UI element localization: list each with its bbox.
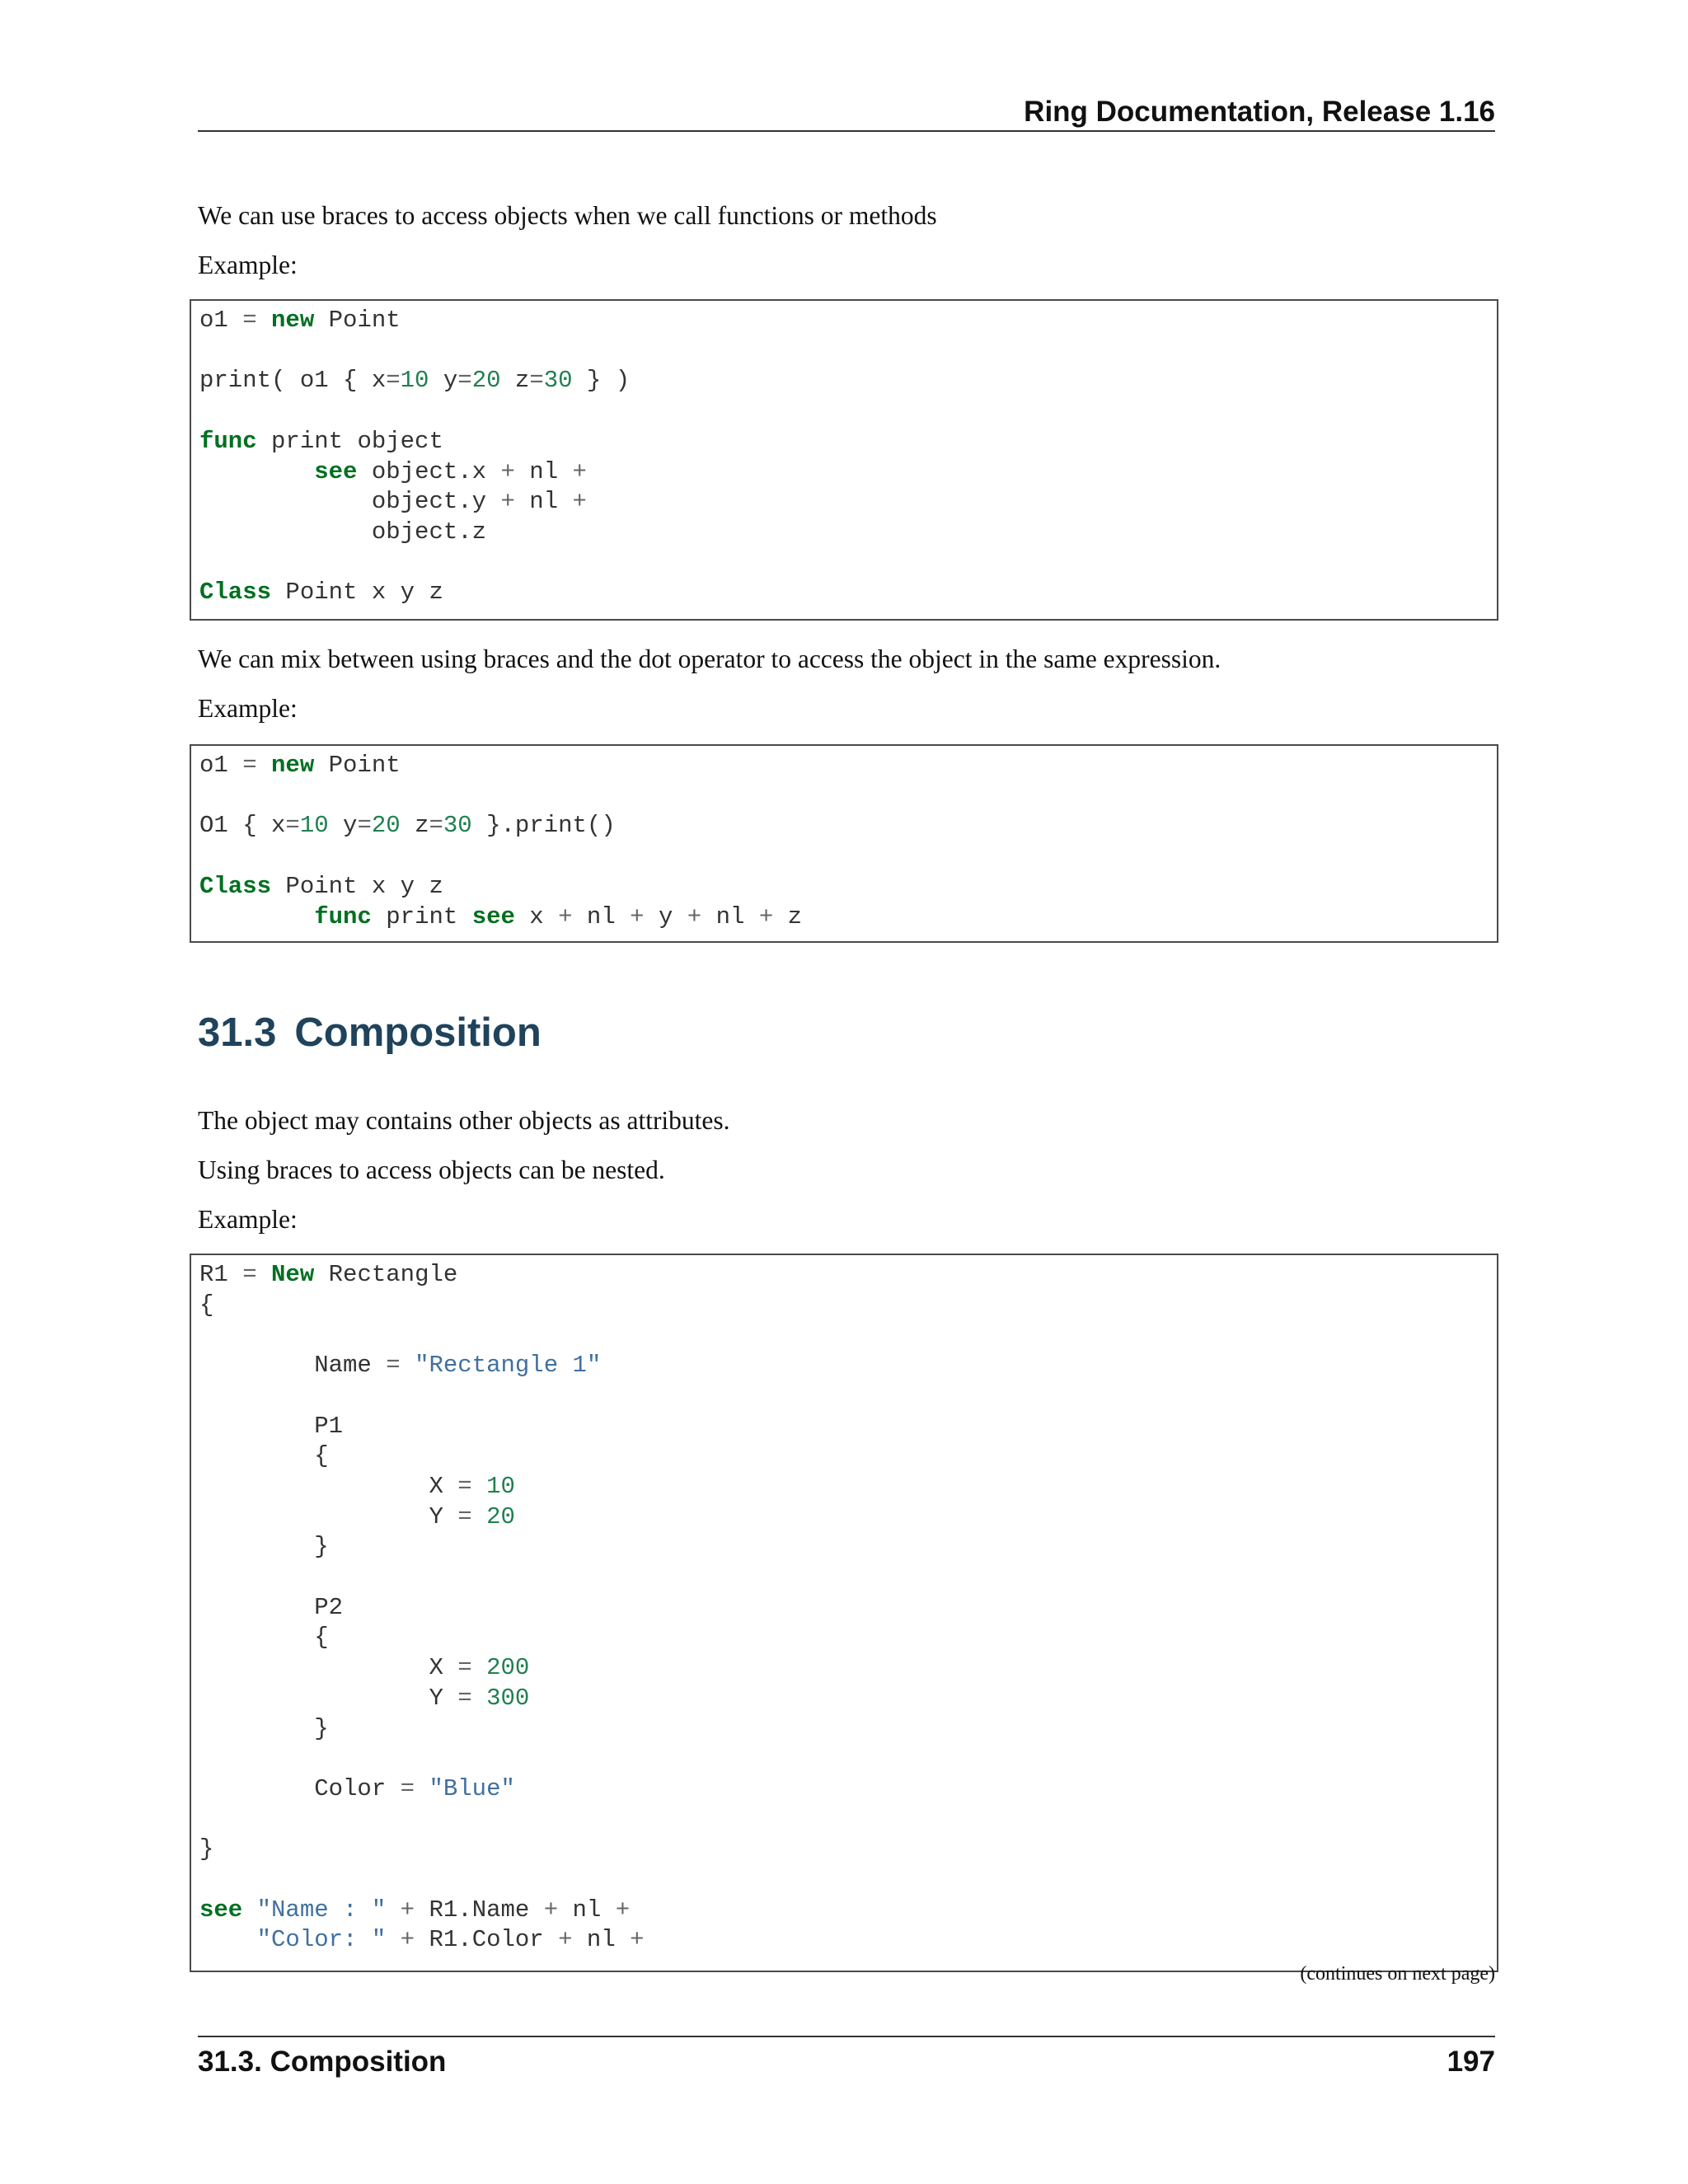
composition-text-1: The object may contains other objects as attributes.: [198, 1106, 730, 1135]
code-line: X = 200: [199, 1654, 530, 1682]
example-label: Example:: [198, 694, 298, 723]
code-line: O1 { x=10 y=20 z=30 }.print(): [199, 812, 616, 840]
code-listing: [191, 1255, 1497, 1956]
code-operator: +: [630, 1926, 645, 1954]
code-operator: =: [357, 812, 372, 840]
code-operator: =: [242, 307, 257, 334]
code-keyword: new: [271, 307, 315, 334]
code-line: P2: [199, 1593, 344, 1621]
footer-divider: [198, 2036, 1495, 2037]
code-line: }: [199, 1714, 329, 1742]
code-operator: =: [429, 812, 443, 840]
code-operator: +: [758, 902, 774, 930]
code-number: 300: [486, 1684, 530, 1712]
code-line: {: [199, 1291, 214, 1319]
document-title: Ring Documentation, Release 1.16: [1024, 96, 1495, 128]
code-listing: [191, 301, 1497, 608]
code-line: }: [199, 1533, 329, 1561]
code-line: Name = "Rectangle 1": [199, 1352, 602, 1380]
section-number: 31.3: [198, 1010, 277, 1055]
footer-section-title: 31.3. Composition: [198, 2046, 447, 2078]
code-line: R1 = New Rectangle: [199, 1261, 458, 1288]
code-operator: =: [457, 1502, 472, 1530]
code-block-composition: [190, 1254, 1498, 1972]
continues-note: (continues on next page): [1300, 1963, 1495, 1985]
code-operator: +: [400, 1896, 415, 1924]
code-block-braces-dot: [190, 744, 1498, 943]
code-line: func print object: [199, 427, 443, 455]
code-operator: =: [242, 752, 257, 779]
code-operator: +: [572, 457, 587, 485]
running-header: [198, 89, 1495, 132]
code-number: 30: [443, 812, 472, 840]
code-block-braces-call: [190, 299, 1498, 621]
code-operator: =: [386, 367, 401, 395]
code-operator: +: [543, 1896, 559, 1924]
code-number: 10: [299, 812, 329, 840]
code-line: see "Name : " + R1.Name + nl +: [199, 1896, 631, 1924]
code-operator: =: [529, 367, 544, 395]
code-keyword: New: [271, 1261, 315, 1288]
code-keyword: Class: [199, 579, 272, 607]
code-operator: =: [457, 1472, 472, 1500]
mix-intro-text: We can mix between using braces and the dot operator to access the object in the same expression.: [198, 644, 1221, 673]
code-operator: =: [285, 812, 300, 840]
code-operator: =: [457, 367, 472, 395]
code-number: 10: [486, 1472, 515, 1500]
code-number: 30: [543, 367, 573, 395]
code-line: Color = "Blue": [199, 1774, 515, 1802]
example-label: Example:: [198, 1205, 298, 1234]
code-keyword: see: [199, 1896, 243, 1924]
code-keyword: see: [471, 902, 515, 930]
code-listing: [191, 746, 1497, 932]
code-line: Y = 300: [199, 1684, 530, 1712]
code-string: "Blue": [429, 1774, 515, 1802]
code-number: 20: [471, 367, 501, 395]
code-keyword: see: [314, 457, 358, 485]
page-number: 197: [1447, 2046, 1495, 2078]
code-line: see object.x + nl +: [314, 457, 587, 485]
section-heading: [198, 1010, 542, 1056]
code-operator: +: [572, 488, 587, 516]
code-string: "Name : ": [256, 1896, 387, 1924]
code-line: Class Point x y z: [199, 872, 443, 900]
code-operator: +: [615, 1896, 631, 1924]
braces-intro-text: We can use braces to access objects when we call functions or methods: [198, 201, 937, 230]
section-title: Composition: [294, 1010, 542, 1055]
code-line: Class Point x y z: [199, 579, 443, 607]
code-operator: +: [558, 902, 573, 930]
code-line: print( o1 { x=10 y=20 z=30 } ): [199, 367, 631, 395]
code-keyword: new: [271, 752, 315, 779]
code-line: object.y + nl +: [199, 488, 587, 516]
code-operator: +: [500, 488, 515, 516]
code-line: X = 10: [199, 1472, 515, 1500]
code-line: {: [199, 1442, 329, 1470]
code-number: 20: [486, 1502, 515, 1530]
code-operator: =: [242, 1261, 257, 1288]
code-line: }: [199, 1835, 214, 1863]
code-line: o1 = new Point: [199, 307, 401, 334]
code-keyword: func: [199, 427, 257, 455]
example-label: Example:: [198, 251, 298, 279]
code-line: "Color: " + R1.Color + nl +: [256, 1926, 645, 1954]
code-operator: =: [386, 1352, 401, 1380]
code-line: P1: [199, 1412, 344, 1440]
code-line: func print see x + nl + y + nl + z: [314, 902, 803, 930]
code-line: o1 = new Point: [199, 752, 401, 779]
code-operator: +: [687, 902, 702, 930]
code-line: Y = 20: [199, 1502, 515, 1530]
code-number: 10: [400, 367, 429, 395]
code-operator: =: [400, 1774, 415, 1802]
code-operator: +: [400, 1926, 415, 1954]
code-line: {: [199, 1624, 329, 1652]
composition-text-2: Using braces to access objects can be nested.: [198, 1155, 665, 1184]
code-number: 20: [371, 812, 401, 840]
code-operator: +: [558, 1926, 573, 1954]
code-string: "Color: ": [256, 1926, 387, 1954]
code-line: object.z: [199, 518, 487, 546]
code-keyword: Class: [199, 872, 272, 900]
code-operator: =: [457, 1654, 472, 1682]
code-operator: =: [457, 1684, 472, 1712]
code-number: 200: [486, 1654, 530, 1682]
code-keyword: func: [314, 902, 372, 930]
code-operator: +: [630, 902, 645, 930]
code-operator: +: [500, 457, 515, 485]
code-string: "Rectangle 1": [415, 1352, 602, 1380]
